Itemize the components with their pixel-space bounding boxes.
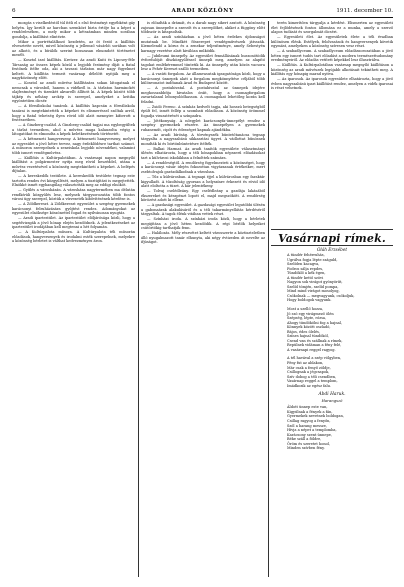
second-poem-title: Harangszó: [321, 398, 343, 404]
article-paragraph: — Az aradi bíróság. A törvényszék büntetőtanácsa tegnap tárgyalta a nagyszabású sikkasztási ügyet. A vádlottat bűnösnek mondták ki és börtönbüntetésre ítélték.: [141, 132, 265, 146]
poem-line: Bájos, édes ölelés,: [287, 329, 320, 334]
poem-line: Szelíd tömjén, szelíd pompa,: [287, 284, 339, 289]
poem-line: A tündér kettő szövi: [287, 275, 324, 280]
poem-line: Hívja a népet a templomba,: [287, 428, 337, 433]
article-paragraph: — A Kultúrpalota műsora. A Kultúrpalota téli műsorán előadások, hangversenyek és irodalmi esték szerepelnek, melyekre a közönség bérletet is válthat kedvezményes áron.: [12, 230, 135, 244]
article-paragraph: — A Ginzberg-család. A Ginzberg-család tagjai ma egybegyűltek a tárlat termeiben, ahol a művész maga kalauzolta végig a látogatókat és elmondta a képek keletkezésének történetét.: [12, 122, 135, 137]
poem-line: Áldott ünnep este van,: [287, 405, 328, 410]
poem-line: A vasárnapi reggel ragyog.: [287, 347, 336, 352]
column-2: [141, 21, 265, 577]
poem-line: Már csak a fenyő zöldje,: [287, 365, 331, 370]
poem-author: Oláh Erzsébet: [316, 247, 348, 252]
poem-line: Béke száll a földre,: [287, 437, 322, 442]
poem-line: Tündöklő a kék égen,: [287, 271, 326, 276]
poem-stanza: [271, 307, 393, 352]
article-paragraph: — A rendőrségtől. A rendőrség figyelmezteti a közönséget, hogy a karácsonyi vásár idején fokozottan vigyázzanak értékeikre, mert zsebtolvajok garázdálkodnak a városban.: [141, 160, 265, 175]
poem-line: Mind mind virágot mosolyog,: [287, 289, 340, 294]
article-paragraph: — Gyűlés a városházán. A városháza nagytermében ma délután rendkívüli közgyűlés lesz, melynek tárgysorozatán több fontos városi ügy szerepel, köztük a vízvezeték kibővítésének kérdése is.: [12, 188, 135, 202]
article-paragraph: Mikor a portrétalálkozó kezdetén, az öt festő a kiállítás elvesztette nevét, mivel közönség a jellemző vásárlói sorában volt az alkotó, és a bírálók szerint hosszasan elmondott történetet mesélt.: [12, 39, 135, 58]
article-paragraph: — A postahivatal. A postahivatal az ünnepek idejére meghosszabbítja hivatalos óráit, hogy a csomagforgalom zavartalanul lebonyolódhasson. A csomagokat lehetőleg korán kell feladni.: [141, 86, 265, 104]
poem-line: Könnyek között oszladó,: [287, 325, 331, 330]
poem-line: Fény fut az ablakon,: [287, 361, 324, 366]
poem-line: Csókolnak — megvagyunk, csókoljuk,: [287, 293, 355, 298]
poem-line: A tél havával a szép völgyben,: [287, 356, 342, 361]
article-paragraph: terén kimerítően tárgyalja a kérdést. Elismerten az egyesületi élet fejlődésének fontos állomása ez a munka, amely a szerző alapos tudását és szorgalmát dicséri.: [271, 21, 393, 35]
article-paragraph: — Az iparosok. Az iparosok egyesülete elhatározta, hogy a jövő évben nagyszabású ipari kiállítást rendez, amelyen a vidék iparosai is részt vehetnek.: [271, 77, 393, 91]
article-paragraph: — Halálozás. Mély részvétet keltett városszerte a köztiszteletben álló nyugalmazott tanár elhunyta, aki négy évtizeden át nevelte az ifjúságot.: [141, 231, 265, 245]
poem-line: Öröm és szeretet honol,: [287, 441, 331, 446]
article-paragraph: — A Zöldkereszt. A Zöldkereszt egyesület a szegény gyermekek karácsonyi felruházására gyűjtést rendez. Adományokat az egyesület elnöksége köszönettel fogad és nyilvánosan nyugtáz.: [12, 202, 135, 216]
poem-line: Nagyon sok virágot gyönyörűt,: [287, 280, 343, 285]
page-number: 6: [12, 8, 16, 14]
article-paragraph: — Zsidó Ferenc. A színház kedvelt tagja, aki hosszú betegségből épült fel, ismét fellép a szombati előadáson. A közönség örömmel fogadja visszatérését a színpadra.: [141, 104, 265, 118]
column-1: [12, 21, 135, 577]
poem-line: Szelíden kacagva,: [287, 262, 320, 267]
column-divider: [138, 21, 139, 577]
article-paragraph: — Kosztol az aradi művész kiállítására sokan látogatnak el nemcsak a városból, hanem a vidékről is. A tárlaton harminckét olajfestményt és tizenkét akvarellt állított ki. A képek között több tájkép és néhány arckép is szerepel, amelyeket a kritika egyöntetűen dicsér.: [12, 81, 135, 104]
poem-line: Vasárnap reggel a templom,: [287, 379, 338, 384]
poem-line: Ugrálva fogja lépte száguld,: [287, 257, 338, 262]
poem-stanza: [271, 253, 393, 303]
article-paragraph: — Tűz a külvárosban. A tegnapi éjjel a külvárosban egy faraktár kigyulladt. A tűzoltóság gyorsan a helyszínre érkezett és rövid idő alatt eloltotta a tüzet. A kár jelentékeny.: [141, 174, 265, 189]
article-paragraph: mozgás s viselkedéstől túl ítéli el s első festményt egyébként gáy helyén. Így került az harcban szemközt bizta értője ha a képet a rendőrőrsében, a mely mikor a kétszámban minden sorában gondolja, a kiállítást elintézte.: [12, 21, 135, 39]
poem-line: Gyermekek nevetnek boldogan,: [287, 414, 344, 419]
article-paragraph: — A kétmeneti hangverseny. A kétmeneti hangverseny, melyet az egyesület a jövő hétre tervez, nagy érdeklődésre tarthat számot. A műsoron szerepelnek a zeneiskola legjobb növendékei, valamint több ismert vendégművész.: [12, 137, 135, 155]
article-paragraph: is előadták a drámát, és a darab nagy sikert aratott. A közönség zajosan ünnepelte a szerzőt és a szereplőket, akiket a függöny előtt többször is kitapsoltak.: [141, 21, 265, 35]
article-paragraph: — Az aradi színházban a jövő héten érdekes újdonságot mutatnak be. Mindkét főszerepet vendégművészek játsszák. Kiemelendő a kórus és a zenekar teljesítménye, amely Sebestyén karnagy vezetése alatt kiválóan működik.: [141, 35, 265, 53]
article-paragraph: — A kereskedők testülete. A kereskedők testülete tegnap este tartotta rendes évi közgyűlését, melyen a tisztújítást is megejtették. Elnökké ismét egyhangúlag választották meg az eddigi elnököt.: [12, 174, 135, 188]
article-paragraph: — Aradi ipartestület. Az ipartestület elöljárósága közli, hogy a segédvizsgák a jövő hónap elején kezdődnek. A jelentkezéseket az ipartestület irodájában kell megtenni a hét folyamán.: [12, 216, 135, 230]
poem-line: Hogy boldogok vagyunk.: [287, 298, 332, 303]
poem-stanza: [271, 356, 393, 388]
poem-line: Csillag ragyog a fenyőn,: [287, 418, 331, 423]
article-paragraph: — Balkai Harmat. Az aradi tanítók egyesülete választmányi ülésén elhatározta, hogy a téli hónapokban népszerű előadásokat tart a külvárosi iskolákban a felnőttek számára.: [141, 146, 265, 160]
poem-line: Csillognak a jégcsapok,: [287, 370, 330, 375]
poem-line: Imádkozik az egész falu.: [287, 383, 332, 388]
poem-line: Fodros sálja repdes,: [287, 266, 324, 271]
poem-line: Repülnek vidáman a fény felé,: [287, 343, 342, 348]
article-paragraph: — A főreáliskolai tanárok. A kiállítás kapcsán a főreáliskola tanárai is megtekintették a képeket és elismeréssel szóltak arról, hogy a fiatal tehetség ilyen rövid idő alatt mennyire kiforrott a festészetben.: [12, 104, 135, 123]
poem-title: Vasárnapi rímek.: [278, 232, 386, 245]
newspaper-page: [12, 6, 393, 578]
poem-line: Ahogy tündökölni fog a hajnal,: [287, 320, 342, 325]
section-divider: [271, 229, 393, 230]
poem-line: Csend van és szállnak a rímek,: [287, 338, 343, 343]
poem-section: [271, 229, 393, 451]
article-paragraph: — Tolvaj cselédleány. Egy cselédleány a gazdája lakásából ékszereket és készpénzt lopott el, majd megszökött. A rendőrség körözést adott ki ellene.: [141, 188, 265, 203]
poem-line: Most a szellő hozza,: [287, 307, 324, 312]
poem-line: Jó szó egy virágmező ölén: [287, 311, 334, 316]
article-paragraph: — Színházi iroda. A színházi iroda közli, hogy a bérletek megújítása a jövő héten kezdődik. A régi bérlők helyeiket csütörtökig tarthatják fenn.: [141, 217, 265, 231]
poem-line: Szól a harang messze,: [287, 423, 328, 428]
article-paragraph: — A vasúti forgalom. Az államvasutak igazgatósága közli, hogy a karácsonyi ünnepek alatt a forgalom megkönnyítése céljából több különvonatot indítanak Arad és Budapest között.: [141, 72, 265, 86]
second-poem-author: Abdi Haruk.: [318, 392, 346, 398]
article-paragraph: — Jubileumi ünnepély. Az egyesület fennállásának huszonötödik évfordulóját díszközgyűléssel ünnepli meg, amelyen az alapító tagokat emlékéremmel tüntetik ki. Az ünnepély után közös vacsora lesz a Fehér Kereszt szálló termeiben.: [141, 53, 265, 72]
article-paragraph: — A gazdasági egyesület. A gazdasági egyesület legutóbbi ülésén a gabonaárak alakulásáról és a téli takarmányellátás kérdéséről tárgyaltak. A tagok élénk vitában vettek részt.: [141, 203, 265, 217]
article-paragraph: — Kiállítás a Kultúrpalotában. A vasárnapi napon megnyíló kiállítást a polgármester nyitja meg rövid beszéddel, utána a művész vezetésével a közönség megtekintheti a képeket. A belépés díjtalan.: [12, 155, 135, 174]
article-paragraph: — A szabadlyceum. A szabadlyceum előadássorozatában a jövő héten egy ismert tudós tart előadást a modern természettudomány eredményeiről. Az előadás vetített képekkel lesz illusztrálva.: [271, 49, 393, 63]
page-header: [12, 6, 393, 18]
column-3: [271, 21, 393, 577]
poem-line: Szépség, lépte, rózsa,: [287, 316, 327, 321]
columns: [12, 21, 393, 577]
issue-date: 1911. december 10.: [336, 8, 393, 14]
poem-line: Színes hajnal tündököl,: [287, 334, 329, 339]
article-paragraph: — Jótékonyság. A nőegylet karácsonyfa-ünnepélyt rendez a szegény gyermekek részére. Az ünnepélyen a gyermekek ruhaneműt, cipőt és édességet kapnak ajándékba.: [141, 118, 265, 132]
poem-line: Minden szívben fény.: [287, 446, 325, 451]
poem-line: Szív dobog a téli csendben,: [287, 374, 337, 379]
article-paragraph: — Kosztol izzó kiállítás. Kretzer. Az aradi Kuiti és Lipcsey-féle Társaság az összes képek közül a legjobb festmény díját a fiatal festőnek ítélte oda, aki a tavaszi tárlaton már nagy figyelmet keltett. A kiállítás termeit vasárnap délelőtt nyitják meg a nagyközönség előtt.: [12, 58, 135, 81]
column-divider: [268, 21, 269, 577]
poem-line: A tündér fehérruhás,: [287, 253, 325, 257]
article-paragraph: — Egyesületi élet. Az egyesületek élete a téli évadban különösen élénk. Estélyek, felolvasások és hangversenyek követik egymást, amelyeken a közönség szívesen vesz részt.: [271, 35, 393, 49]
poem-line: Karácsony szent ünnepe,: [287, 432, 333, 437]
newspaper-title: ARADI KÖZLÖNY: [171, 8, 234, 14]
article-paragraph: — Kiállítás. A Kultúrpalotában vasárnap megnyíló kiállításon a közönség az aradi művészek legújabb alkotásait tekintheti meg. A kiállítás egy hónapig marad nyitva.: [271, 63, 393, 77]
poem-line: Kigyúlnak a fények a fán,: [287, 409, 333, 414]
poem-stanza: [271, 405, 393, 450]
